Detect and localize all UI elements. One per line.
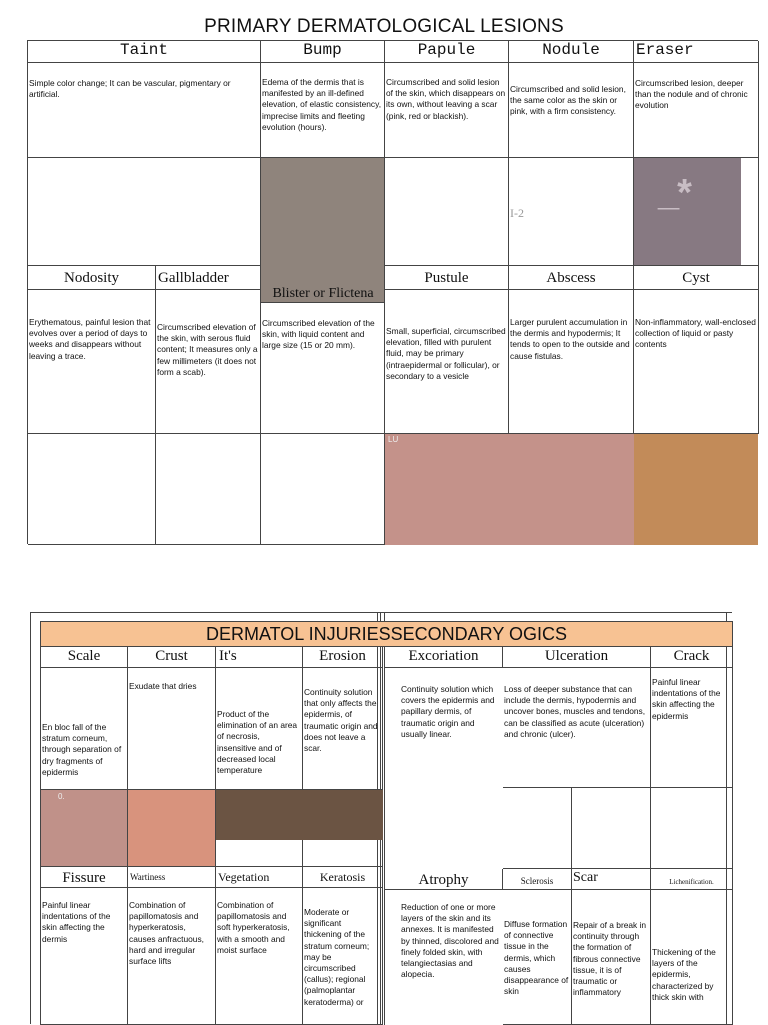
image-scale	[40, 790, 128, 867]
image-eraser	[634, 158, 741, 265]
desc-fissure: Painful linear indentations of the skin affecting the dermis	[40, 888, 128, 1025]
secondary-lesions-table	[30, 612, 732, 1024]
image-crust	[128, 790, 216, 867]
desc-lichenification: Thickening of the layers of the epidermis, characterized by thick skin with	[651, 890, 733, 1025]
desc-pustule: Small, superficial, circumscribed elevation, filled with purulent fluid, may be primary (intraepidermal or follicular), or secondary to a vesicle	[385, 290, 509, 434]
desc-sclerosis: Diffuse formation of connective tissue in the dermis, which causes disappearance of skin	[503, 890, 572, 1025]
nodule-image-label: I-2	[510, 206, 524, 220]
desc-ulceration: Loss of deeper substance that can include the dermis, hypodermis and uncover bones, muscles and tendons, can be classified as acute (ulceration) and chronic (ulcer).	[503, 668, 651, 788]
header-scar: Scar	[572, 869, 651, 890]
image-cell-papule	[385, 158, 509, 266]
image-erosion	[303, 790, 383, 840]
header-pustule: Pustule	[385, 266, 509, 290]
header-atrophy: Atrophy	[385, 869, 503, 890]
image-cell-blister	[261, 434, 385, 545]
desc-taint: Simple color change; It can be vascular, pigmentary or artificial.	[28, 63, 261, 158]
image-its	[216, 790, 303, 840]
desc-atrophy: Reduction of one or more layers of the skin and its annexes. It is manifested by thinned, discolored and finely folded skin, with telangiectasias and alopecia.	[401, 902, 499, 980]
desc-cyst: Non-inflammatory, wall-enclosed collection of liquid or pasty contents	[634, 290, 759, 434]
pustule-image-label: LU	[388, 435, 399, 444]
image-cell-its-bottom	[216, 840, 303, 867]
header-papule: Papule	[385, 41, 509, 63]
header-erosion: Erosion	[303, 647, 383, 668]
desc-scale: En bloc fall of the stratum corneum, through separation of dry fragments of epidermis	[40, 668, 128, 790]
desc-eraser: Circumscribed lesion, deeper than the nodule and of chronic evolution	[634, 63, 759, 158]
desc-gallbladder: Circumscribed elevation of the skin, with serous fluid content; It measures only a few millimeters (it does not form a scab).	[156, 290, 261, 434]
header-cyst: Cyst	[634, 266, 759, 290]
desc-crack: Painful linear indentations of the skin affecting the epidermis	[651, 668, 733, 788]
header-fissure: Fissure	[40, 867, 128, 888]
header-crust: Crust	[128, 647, 216, 668]
header-lichenification: Lichenification.	[651, 869, 733, 890]
header-taint: Taint	[28, 41, 261, 63]
header-ulceration: Ulceration	[503, 647, 651, 668]
image-cell-taint	[28, 158, 261, 266]
header-wartiness: Wartiness	[128, 867, 216, 888]
header-bump: Bump	[261, 41, 385, 63]
header-excoriation: Excoriation	[385, 647, 503, 668]
primary-lesions-table	[27, 40, 758, 544]
desc-nodule: Circumscribed and solid lesion, the same color as the skin or pink, with a firm consistency.	[509, 63, 634, 158]
header-abscess: Abscess	[509, 266, 634, 290]
desc-blister: Circumscribed elevation of the skin, with liquid content and large size (15 or 20 mm).	[261, 303, 385, 434]
image-cell-crack	[651, 788, 733, 869]
header-nodule: Nodule	[509, 41, 634, 63]
desc-vegetation: Combination of papillomatosis and soft hyperkeratosis, with a smooth and moist surface	[216, 888, 303, 1025]
desc-erosion: Continuity solution that only affects the epidermis, of traumatic origin and does not leave a scar.	[303, 668, 383, 790]
image-cell-erosion-bottom	[303, 840, 383, 867]
header-vegetation: Vegetation	[216, 867, 303, 888]
desc-papule: Circumscribed and solid lesion of the skin, which disappears on its own, without leaving a scar (pink, red or blackish).	[385, 63, 509, 158]
desc-excoriation: Continuity solution which covers the epidermis and papillary dermis, of traumatic origin and usually linear.	[401, 684, 495, 739]
image-cell-gallbladder	[156, 434, 261, 545]
header-gallbladder: Gallbladder	[156, 266, 261, 290]
desc-abscess: Larger purulent accumulation in the dermis and hypodermis; It tends to open to the outside and cause fistulas.	[509, 290, 634, 434]
image-pustule	[385, 434, 634, 545]
header-eraser: Eraser	[634, 41, 759, 63]
header-keratosis: Keratosis	[303, 867, 383, 888]
header-scale: Scale	[40, 647, 128, 668]
header-blister: Blister or Flictena	[272, 286, 374, 301]
image-cell-ulceration-b	[572, 788, 651, 869]
desc-crust: Exudate that dries	[128, 668, 216, 790]
image-cell-eraser	[634, 158, 759, 266]
image-bump	[261, 158, 385, 303]
image-cyst	[634, 434, 758, 545]
image-cell-nodule	[509, 158, 634, 266]
scale-image-label: 0.	[58, 792, 65, 801]
image-cell-ulceration-a	[503, 788, 572, 869]
desc-wartiness: Combination of papillomatosis and hyperkeratosis, causes anfractuous, hard and irregular surface lifts	[128, 888, 216, 1025]
desc-its: Product of the elimination of an area of necrosis, insensitive and of decreased local temperature	[216, 668, 303, 790]
frame-line	[384, 613, 385, 1025]
desc-bump: Edema of the dermis that is manifested by an ill-defined elevation, of elastic consistency, imprecise limits and fleeting evolution (hours).	[261, 63, 385, 158]
eraser-image-label: _*	[658, 172, 690, 214]
primary-title: PRIMARY DERMATOLOGICAL LESIONS	[204, 16, 564, 37]
header-sclerosis: Sclerosis	[503, 869, 572, 890]
desc-nodosity: Erythematous, painful lesion that evolves over a period of days to weeks and disappears without leaving a trace.	[28, 290, 156, 434]
desc-scar: Repair of a break in continuity through the formation of fibrous connective tissue, it is of traumatic or inflammatory	[572, 890, 651, 1025]
desc-keratosis: Moderate or significant thickening of the stratum corneum; may be circumscribed (callus); regional (palmoplantar keratoderma) or	[303, 888, 383, 1025]
header-crack: Crack	[651, 647, 733, 668]
header-its: It's	[216, 647, 303, 668]
image-cell-nodosity	[28, 434, 156, 545]
header-nodosity: Nodosity	[28, 266, 156, 290]
secondary-title: DERMATOL INJURIESSECONDARY OGICS	[40, 621, 733, 647]
